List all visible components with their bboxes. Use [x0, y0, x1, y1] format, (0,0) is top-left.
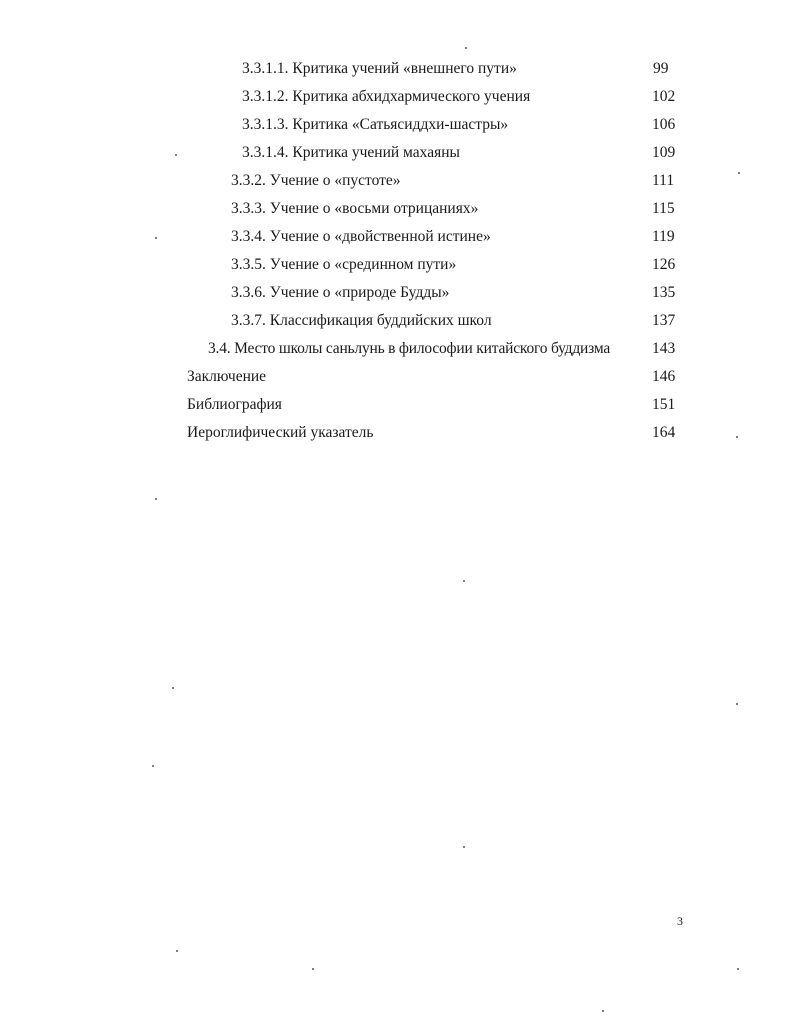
toc-entry	[0, 199, 792, 219]
toc-entry-title: 3.3.5. Учение о «срединном пути»	[231, 256, 457, 273]
scan-speck	[312, 968, 314, 970]
toc-entry-page: 99	[653, 60, 669, 77]
toc-entry-title: 3.3.1.2. Критика абхидхармического учения	[242, 88, 531, 105]
scan-speck	[155, 237, 157, 239]
toc-entry-title: Иероглифический указатель	[187, 424, 374, 441]
toc-entry-title: 3.3.4. Учение о «двойственной истине»	[231, 228, 491, 245]
scan-speck	[175, 154, 177, 156]
toc-entry-page: 106	[652, 116, 676, 133]
toc-entry	[0, 59, 792, 79]
scan-speck	[155, 498, 157, 500]
toc-entry-title: 3.3.1.4. Критика учений махаяны	[242, 144, 460, 161]
toc-entry-title: Заключение	[187, 368, 267, 385]
toc-entry-page: 137	[652, 312, 676, 329]
scan-speck	[172, 687, 174, 689]
scan-speck	[602, 1010, 604, 1012]
toc-entry-title: 3.3.1.1. Критика учений «внешнего пути»	[242, 60, 517, 77]
toc-entry-page: 115	[652, 200, 675, 217]
toc-entry-page: 109	[652, 144, 676, 161]
toc-entry-title: 3.3.3. Учение о «восьми отрицаниях»	[231, 200, 479, 217]
toc-entry	[0, 255, 792, 275]
scan-speck	[738, 172, 740, 174]
toc-entry-page: 151	[652, 396, 676, 413]
toc-entry	[0, 115, 792, 135]
scan-speck	[737, 968, 739, 970]
toc-entry-page: 119	[652, 228, 675, 245]
toc-entry	[0, 423, 792, 443]
scan-speck	[736, 436, 738, 438]
toc-entry-page: 111	[652, 172, 675, 189]
toc-entry-title: 3.3.2. Учение о «пустоте»	[231, 172, 401, 189]
toc-entry-page: 146	[652, 368, 676, 385]
toc-entry-page: 143	[652, 340, 676, 357]
scan-speck	[465, 47, 467, 49]
toc-entry	[0, 171, 792, 191]
toc-entry-title: Библиография	[187, 396, 282, 413]
scan-speck	[176, 950, 178, 952]
toc-entry-title: 3.3.6. Учение о «природе Будды»	[231, 284, 450, 301]
toc-entry-page: 126	[652, 256, 676, 273]
toc-entry	[0, 283, 792, 303]
toc-entry-page: 135	[652, 284, 676, 301]
scan-speck	[463, 580, 465, 582]
toc-entry-title: 3.4. Место школы саньлунь в философии китайского буддизма	[208, 340, 611, 357]
toc-entry	[0, 339, 792, 359]
toc-entry	[0, 311, 792, 331]
scan-speck	[736, 703, 738, 705]
scan-speck	[463, 846, 465, 848]
toc-entry	[0, 227, 792, 247]
toc-entry	[0, 367, 792, 387]
toc-entry	[0, 395, 792, 415]
toc-entry-page: 164	[652, 424, 676, 441]
toc-entry-title: 3.3.7. Классификация буддийских школ	[231, 312, 492, 329]
toc-entry	[0, 87, 792, 107]
scan-speck	[152, 765, 154, 767]
page-number: 3	[677, 914, 683, 928]
toc-entry-title: 3.3.1.3. Критика «Сатьясиддхи-шастры»	[242, 116, 509, 133]
toc-entry	[0, 143, 792, 163]
toc-entry-page: 102	[652, 88, 676, 105]
